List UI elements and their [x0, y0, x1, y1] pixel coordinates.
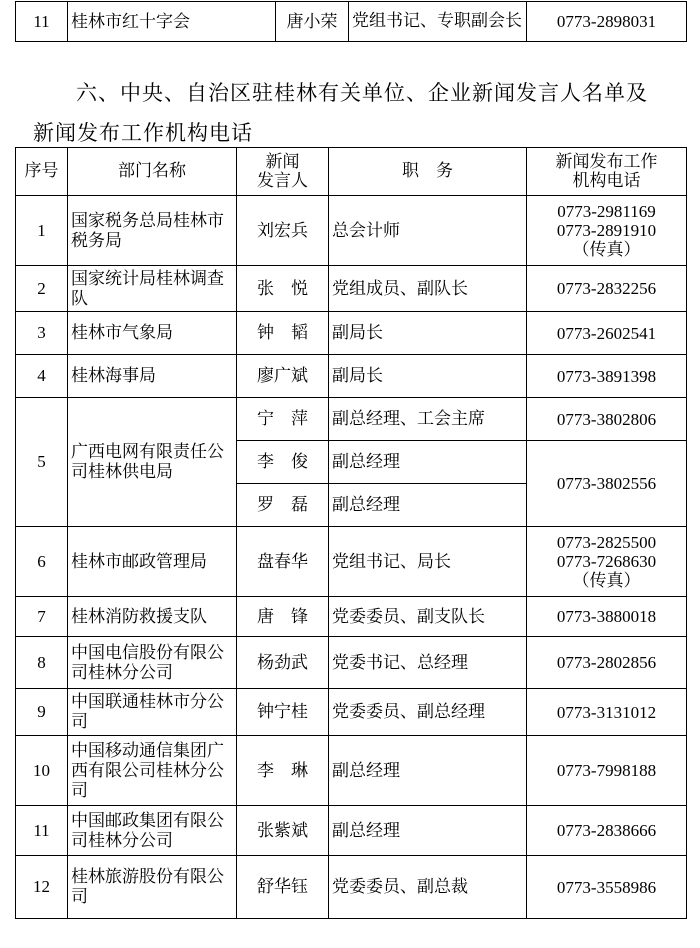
department-name: 广西电网有限责任公司桂林供电局 — [68, 398, 237, 527]
department-name: 中国电信股份有限公司桂林分公司 — [68, 637, 237, 689]
phone-cell — [527, 312, 687, 355]
phone-cell — [527, 856, 687, 919]
table-row — [16, 736, 687, 806]
row-number: 11 — [16, 806, 68, 856]
spokesperson-name: 舒华钰 — [237, 856, 329, 919]
phone: 0773-3802806 — [527, 398, 687, 441]
table-header-row — [16, 148, 687, 196]
table-row — [16, 527, 687, 597]
phone-cell — [527, 689, 687, 736]
position: 副总经理 — [329, 736, 527, 806]
position: 副总经理 — [329, 484, 527, 527]
table-row — [16, 597, 687, 637]
department-name: 中国联通桂林市分公司 — [68, 689, 237, 736]
row-number: 11 — [16, 2, 68, 42]
table-row — [16, 355, 687, 398]
phone-cell — [527, 196, 687, 266]
spokesperson-name: 杨劲武 — [237, 637, 329, 689]
phone-line: 0773-2891910 — [556, 221, 657, 240]
position: 党委委员、副总经理 — [329, 689, 527, 736]
table-row — [16, 312, 687, 355]
phone-line: 0773-3558986 — [556, 877, 657, 897]
phone-line: 0773-2602541 — [556, 323, 657, 343]
phone-cell — [527, 597, 687, 637]
table-row — [16, 2, 687, 42]
phone-line: 0773-7268630 — [556, 552, 657, 571]
row-number: 3 — [16, 312, 68, 355]
position: 副局长 — [329, 355, 527, 398]
spokesperson-name: 唐 锋 — [237, 597, 329, 637]
phone-line: 0773-3131012 — [556, 702, 657, 722]
table-row — [16, 637, 687, 689]
row-number: 9 — [16, 689, 68, 736]
spokesperson-name: 钟 韬 — [237, 312, 329, 355]
position: 副局长 — [329, 312, 527, 355]
header-department: 部门名称 — [68, 148, 237, 196]
spokesperson-name: 盘春华 — [237, 527, 329, 597]
table-row — [16, 266, 687, 312]
position: 党委书记、总经理 — [329, 637, 527, 689]
department-name: 桂林海事局 — [68, 355, 237, 398]
section-title: 六、中央、自治区驻桂林有关单位、企业新闻发言人名单及 — [76, 81, 648, 105]
position: 党组书记、局长 — [329, 527, 527, 597]
section-title-continued: 新闻发布工作机构电话 — [33, 121, 253, 145]
row-number: 6 — [16, 527, 68, 597]
spokesperson-name: 刘宏兵 — [237, 196, 329, 266]
header-phone: 新闻发布工作 机构电话 — [527, 148, 687, 196]
spokesperson-name: 李 俊 — [237, 441, 329, 484]
phone-line: 0773-2832256 — [556, 279, 657, 298]
position: 党组成员、副队长 — [329, 266, 527, 312]
row-number: 8 — [16, 637, 68, 689]
position: 副总经理、工会主席 — [329, 398, 527, 441]
spokesperson-name: 李 琳 — [237, 736, 329, 806]
department-name: 桂林市气象局 — [68, 312, 237, 355]
table-row — [16, 398, 687, 441]
spokesperson-name: 钟宁桂 — [237, 689, 329, 736]
phone-line: 0773-3880018 — [556, 607, 657, 626]
row-number: 7 — [16, 597, 68, 637]
top-continuation-table — [15, 1, 687, 42]
position: 党委委员、副支队长 — [329, 597, 527, 637]
position: 党委委员、副总裁 — [329, 856, 527, 919]
header-spokesperson: 新闻 发言人 — [237, 148, 329, 196]
spokesperson-name: 廖广斌 — [237, 355, 329, 398]
spokesperson-name: 宁 萍 — [237, 398, 329, 441]
department-name: 桂林消防救援支队 — [68, 597, 237, 637]
phone-line: 0773-2825500 — [556, 533, 657, 552]
spokesperson-table — [15, 147, 687, 919]
spokesperson-name: 罗 磊 — [237, 484, 329, 527]
phone-line: 0773-2838666 — [556, 821, 657, 840]
phone-cell — [527, 355, 687, 398]
phone-cell — [527, 806, 687, 856]
department-name: 桂林市红十字会 — [68, 2, 276, 42]
row-number: 12 — [16, 856, 68, 919]
phone-cell — [527, 527, 687, 597]
department-name: 中国移动通信集团广西有限公司桂林分公司 — [68, 736, 237, 806]
department-name: 国家税务总局桂林市税务局 — [68, 196, 237, 266]
spokesperson-name: 张 悦 — [237, 266, 329, 312]
department-name: 桂林市邮政管理局 — [68, 527, 237, 597]
table-row — [16, 196, 687, 266]
row-number: 2 — [16, 266, 68, 312]
row-number: 1 — [16, 196, 68, 266]
phone-line: 0773-2802856 — [556, 653, 657, 672]
phone-cell — [527, 736, 687, 806]
department-name: 中国邮政集团有限公司桂林分公司 — [68, 806, 237, 856]
position: 副总经理 — [329, 806, 527, 856]
phone: 0773-2898031 — [527, 2, 687, 42]
phone-line: （传真） — [572, 240, 641, 259]
row-number: 5 — [16, 398, 68, 527]
row-number: 10 — [16, 736, 68, 806]
position: 副总经理 — [329, 441, 527, 484]
department-name: 桂林旅游股份有限公司 — [68, 856, 237, 919]
phone-cell — [527, 637, 687, 689]
phone-line: 0773-2981169 — [557, 202, 656, 221]
phone-line: （传真） — [572, 571, 641, 590]
header-no: 序号 — [16, 148, 68, 196]
phone-line: 0773-3891398 — [556, 366, 657, 386]
spokesperson-name: 唐小荣 — [276, 2, 349, 42]
row-number: 4 — [16, 355, 68, 398]
phone-line: 0773-7998188 — [556, 761, 657, 780]
phone-cell — [527, 266, 687, 312]
table-row — [16, 689, 687, 736]
phone: 0773-3802556 — [527, 441, 687, 527]
spokesperson-name: 张紫斌 — [237, 806, 329, 856]
table-row — [16, 856, 687, 919]
department-name: 国家统计局桂林调查队 — [68, 266, 237, 312]
position: 党组书记、专职副会长 — [349, 2, 527, 42]
header-position: 职 务 — [329, 148, 527, 196]
position: 总会计师 — [329, 196, 527, 266]
table-row — [16, 806, 687, 856]
